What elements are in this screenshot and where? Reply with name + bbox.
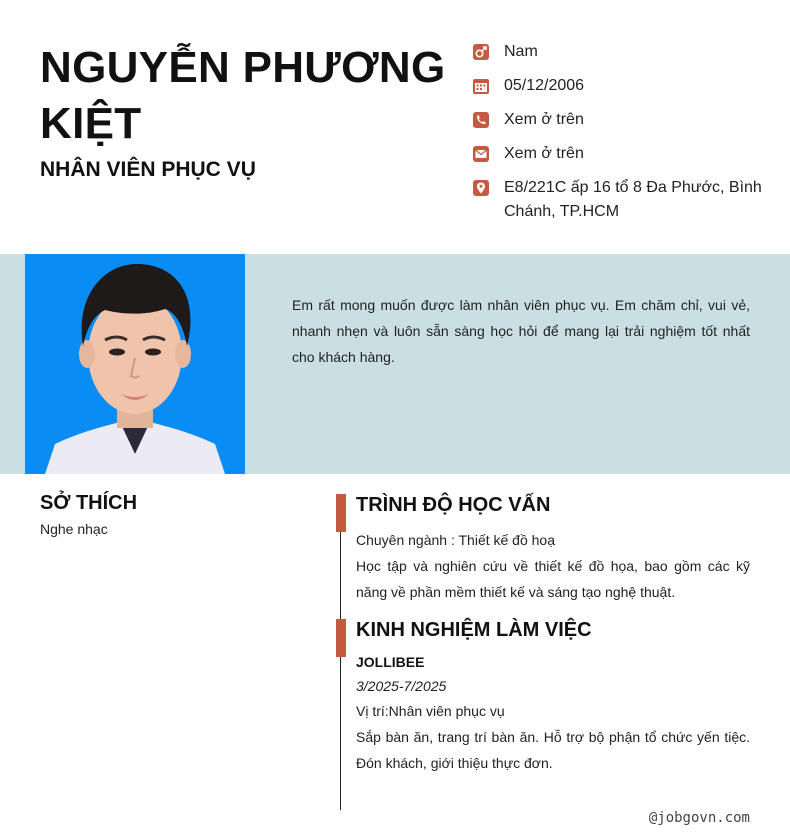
experience-section [356, 618, 750, 776]
experience-description: Sắp bàn ăn, trang trí bàn ăn. Hỗ trợ bộ phận tổ chức yến tiệc. Đón khách, giới thiệu thực đơn. [356, 729, 750, 771]
education-section [356, 493, 750, 605]
hobbies-title: SỞ THÍCH [40, 492, 138, 514]
experience-title: KINH NGHIỆM LÀM VIỆC [356, 619, 592, 641]
candidate-name: NGUYỄN PHƯƠNG KIỆT [40, 43, 446, 148]
address-value: E8/221C ấp 16 tổ 8 Đa Phước, Bình Chánh, TP.HCM [504, 179, 762, 220]
education-description: Học tập và nghiên cứu về thiết kế đồ họa, bao gồm các kỹ năng về phần mềm thiết kế và sáng tạo nghệ thuật. [356, 558, 750, 600]
profile-photo [25, 254, 245, 474]
career-summary: Em rất mong muốn được làm nhân viên phục vụ. Em chăm chỉ, vui vẻ, nhanh nhẹn và luôn sẵn sàng học hỏi để mang lại trải nghiệm tốt nhất cho khách hàng. [292, 297, 750, 365]
education-title: TRÌNH ĐỘ HỌC VẤN [356, 494, 551, 516]
gender-icon [472, 43, 490, 61]
education-major: Chuyên ngành : Thiết kế đồ hoạ [356, 532, 556, 548]
contact-gender [472, 40, 762, 64]
phone-icon [472, 111, 490, 129]
email-value: Xem ở trên [504, 145, 584, 162]
calendar-icon [472, 77, 490, 95]
experience-company: JOLLIBEE [356, 654, 425, 670]
location-icon [472, 179, 490, 197]
contact-phone [472, 108, 762, 132]
experience-position: Vị trí:Nhân viên phục vụ [356, 703, 505, 719]
birthday-value: 05/12/2006 [504, 77, 585, 94]
hobbies-section [40, 492, 300, 537]
contact-birthday [472, 74, 762, 98]
job-title: NHÂN VIÊN PHỤC VỤ [40, 158, 256, 181]
hobby-item: Nghe nhạc [40, 521, 108, 537]
experience-accent-bar [336, 619, 346, 657]
gender-value: Nam [504, 43, 538, 60]
email-icon [472, 145, 490, 163]
education-accent-bar [336, 494, 346, 532]
contact-list [472, 40, 762, 234]
phone-value: Xem ở trên [504, 111, 584, 128]
profile-band [0, 254, 790, 474]
cv-header [0, 0, 790, 254]
experience-period: 3/2025-7/2025 [356, 678, 447, 694]
contact-email [472, 142, 762, 166]
footer-watermark: @jobgovn.com [648, 810, 750, 826]
contact-address [472, 176, 762, 224]
